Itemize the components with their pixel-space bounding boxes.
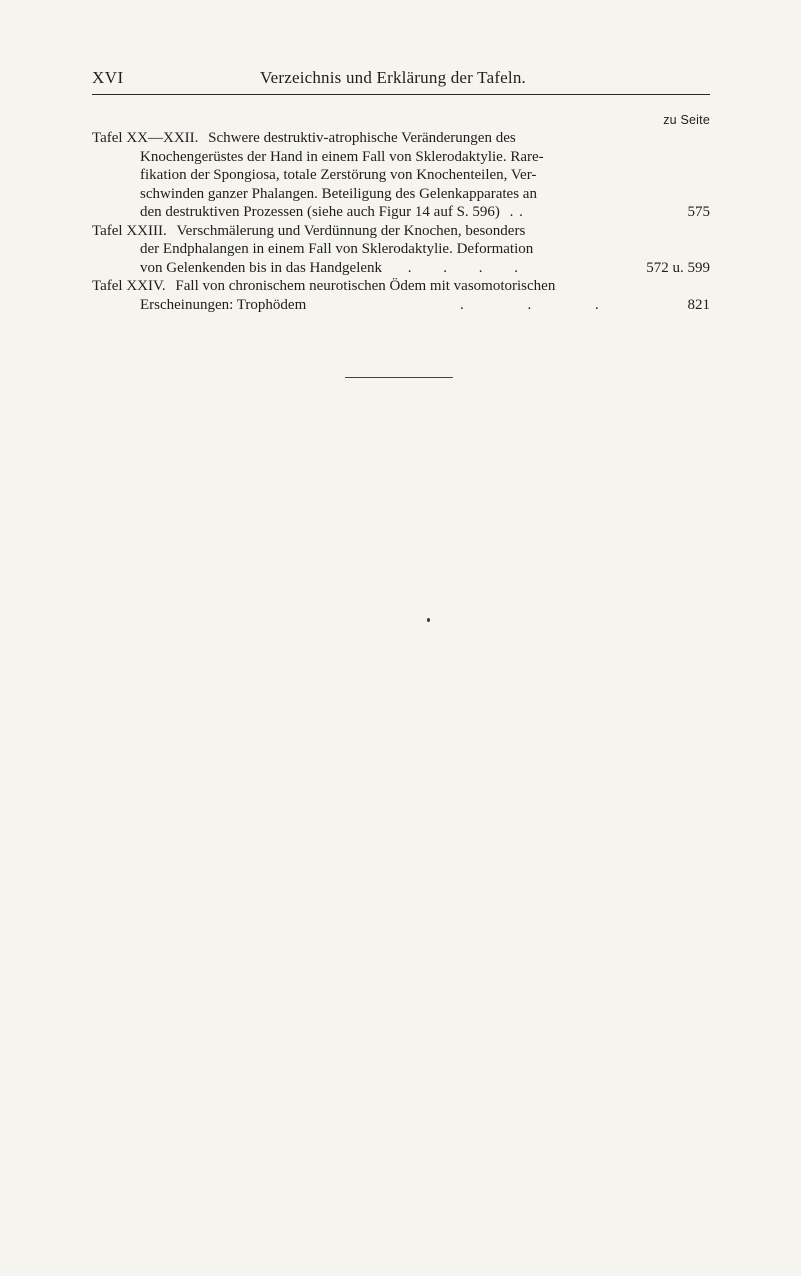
plate-entry (92, 129, 710, 222)
entry-text-line: von Gelenkenden bis in das Handgelenk (140, 259, 383, 276)
plate-entry (92, 277, 710, 314)
entry-first-line (92, 277, 710, 296)
entry-text-line: der Endphalangen in einem Fall von Sklerodaktylie. Deformation (140, 241, 534, 257)
entry-text-line: Fall von chronischem neurotischen Ödem mit vasomotorischen (175, 278, 556, 294)
dot-leader: . . . (460, 296, 629, 313)
entry-last-line (92, 259, 710, 278)
plate-label: Tafel XXIII. (92, 222, 167, 239)
entry-last-line (92, 203, 710, 222)
running-title: Verzeichnis und Erklärung der Tafeln. (260, 68, 526, 87)
plate-list (92, 129, 710, 314)
entry-first-line (92, 129, 710, 148)
page-number: XVI (92, 68, 124, 87)
entry-text-line: Knochengerüstes der Hand in einem Fall von Sklerodaktylie. Rare- (140, 148, 544, 165)
column-heading: zu Seite (663, 113, 710, 127)
entry-text-line: Schwere destruktiv-atrophische Veränderungen des (208, 130, 516, 146)
entry-text-line: fikation der Spongiosa, totale Zerstörung von Knochenteilen, Ver- (140, 167, 537, 183)
page-reference: 821 (687, 296, 710, 313)
page-reference: 572 u. 599 (646, 259, 710, 276)
section-divider (345, 377, 453, 378)
dot-leader: . . (509, 204, 524, 220)
page-header (92, 64, 710, 95)
paper-speck (427, 618, 430, 622)
plate-entry (92, 222, 710, 278)
entry-text-line: Erscheinungen: Trophödem (140, 296, 307, 313)
plate-label: Tafel XXIV. (92, 278, 166, 294)
entry-last-line (92, 296, 710, 315)
plate-label: Tafel XX—XXII. (92, 130, 199, 146)
dot-leader: . . . . (407, 259, 533, 276)
entry-first-line (92, 222, 710, 241)
entry-text-line: den destruktiven Prozessen (siehe auch Figur 14 auf S. 596) (140, 204, 500, 220)
entry-text-line: Verschmälerung und Verdünnung der Knochen, besonders (176, 222, 526, 239)
page-reference: 575 (687, 204, 710, 220)
entry-text-line: schwinden ganzer Phalangen. Beteiligung des Gelenkapparates an (140, 185, 537, 202)
